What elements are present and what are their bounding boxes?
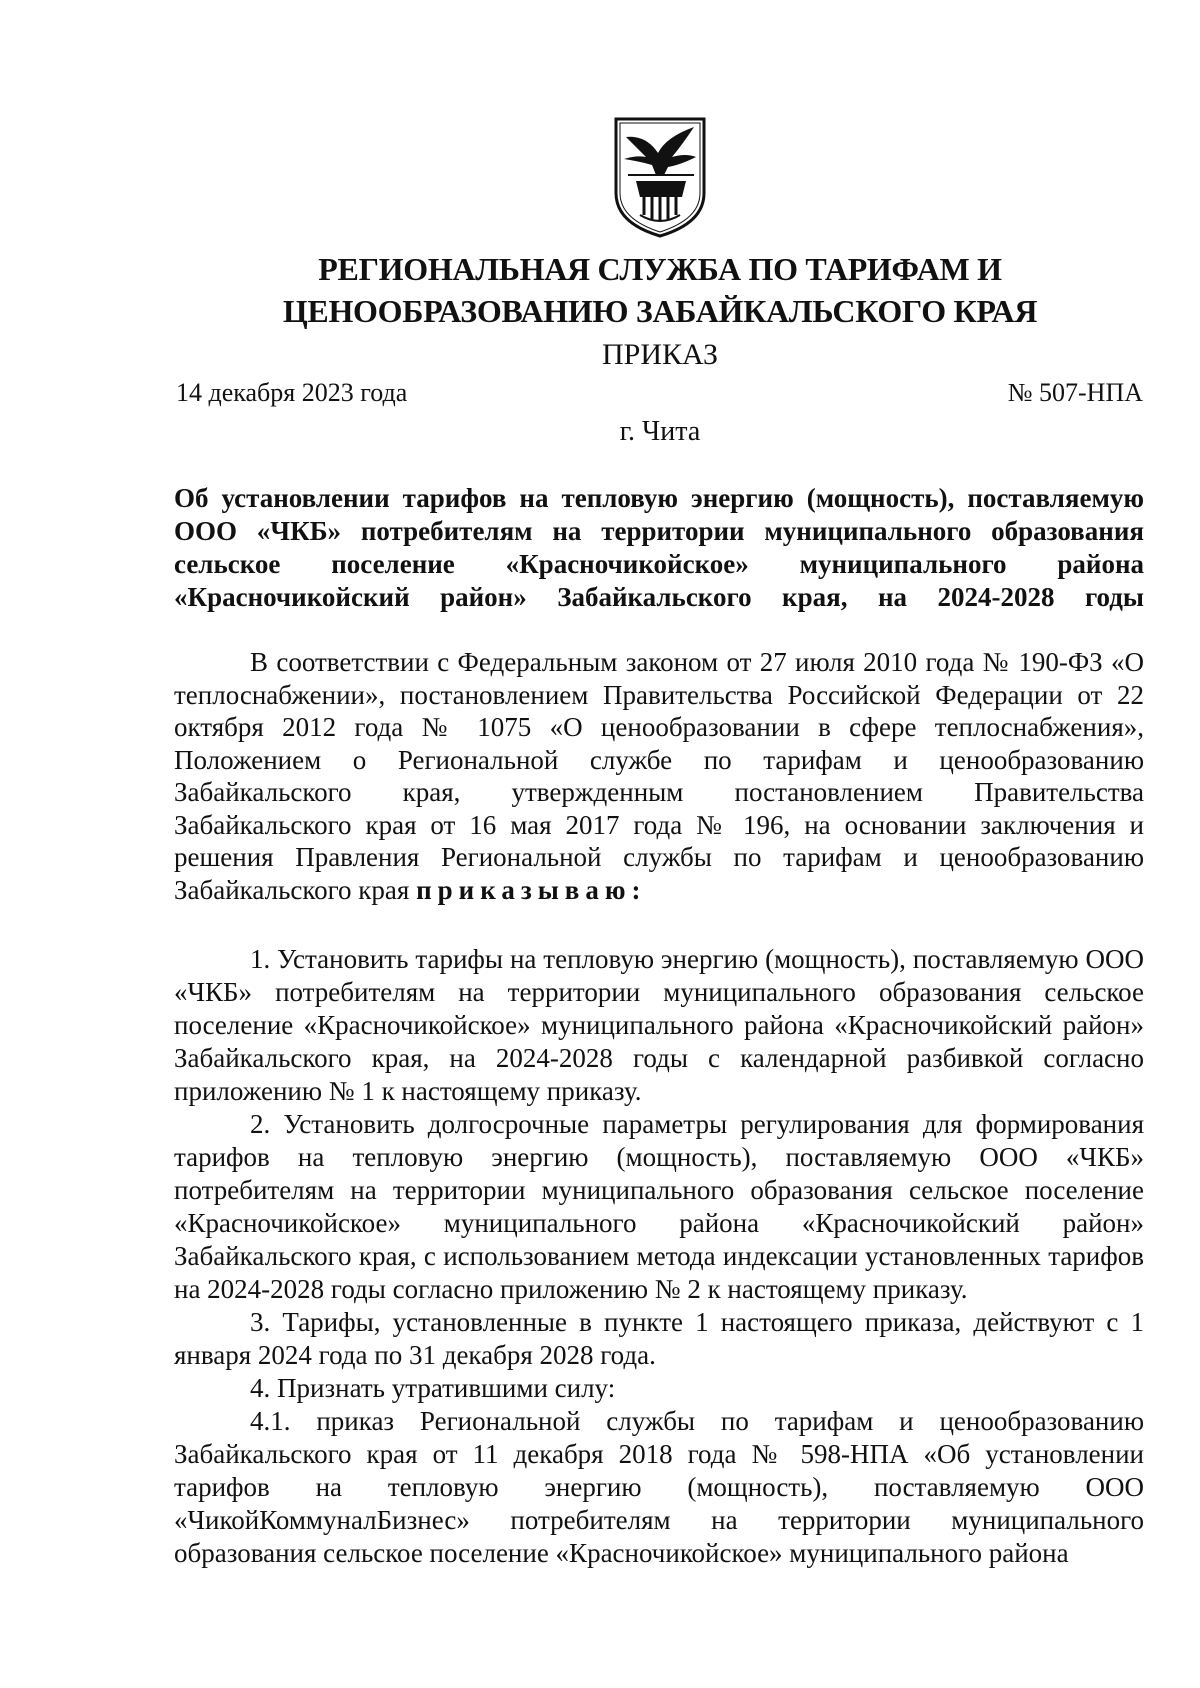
order-item-2: 2. Установить долгосрочные параметры регулирования для формирования тарифов на тепловую энергию (мощность), поставляемую ООО «ЧКБ» потребителям на территории муниципального образования сельское поселение «Красночикойское» муниципального района «Красночикойский район» Забайкальского края, с использованием метода индексации установленных тарифов на 2024-2028 годы согласно приложению № 2 к настоящему приказу. [174,1109,1144,1304]
order-number: № 507-НПА [1007,378,1143,407]
organization-title [170,248,1150,332]
coat-of-arms-emblem [610,115,710,240]
document-type: ПРИКАЗ [602,338,718,371]
order-city: г. Чита [619,416,701,447]
order-item-4-1: 4.1. приказ Региональной службы по тарифам и ценообразованию Забайкальского края от 11 декабря 2018 года № 598-НПА «Об установлении тарифов на тепловую энергию (мощность), поставляемую ООО «ЧикойКоммуналБизнес» потребителям на территории муниципального образования сельское поселение «Красночикойское» муниципального района [174,1406,1144,1568]
order-verb: приказываю: [416,874,647,905]
organization-title-line-1: РЕГИОНАЛЬНАЯ СЛУЖБА ПО ТАРИФАМ И [318,251,1002,287]
organization-title-line-2: ЦЕНООБРАЗОВАНИЮ ЗАБАЙКАЛЬСКОГО КРАЯ [282,293,1038,329]
preamble-paragraph [174,646,1144,906]
order-items [174,943,1144,1570]
order-subject: Об установлении тарифов на тепловую энергию (мощность), поставляемую ООО «ЧКБ» потребителям на территории муниципального образования сельское поселение «Красночикойское» муниципального района «Красночикойский район» Забайкальского края, на 2024-2028 годы [174,483,1144,612]
order-item-4: 4. Признать утратившими силу: [250,1373,616,1403]
preamble-text: В соответствии с Федеральным законом от 27 июля 2010 года № 190-ФЗ «О теплоснабжении», постановлением Правительства Российской Федерации от 22 октября 2012 года № 1075 «О ценообразовании в сфере теплоснабжения», Положением о Региональной службе по тарифам и ценообразованию Забайкальского края, утвержденным постановлением Правительства Забайкальского края от 16 мая 2017 года № 196, на основании заключения и решения Правления Региональной службы по тарифам и ценообразованию Забайкальского края [174,647,1144,905]
order-item-3: 3. Тарифы, установленные в пункте 1 настоящего приказа, действуют с 1 января 2024 года по 31 декабря 2028 года. [174,1307,1144,1370]
order-item-1: 1. Установить тарифы на тепловую энергию (мощность), поставляемую ООО «ЧКБ» потребителям на территории муниципального образования сельское поселение «Красночикойское» муниципального района «Красночикойский район» Забайкальского края, на 2024-2028 годы с календарной разбивкой согласно приложению № 1 к настоящему приказу. [174,944,1144,1106]
order-date: 14 декабря 2023 года [176,378,408,407]
